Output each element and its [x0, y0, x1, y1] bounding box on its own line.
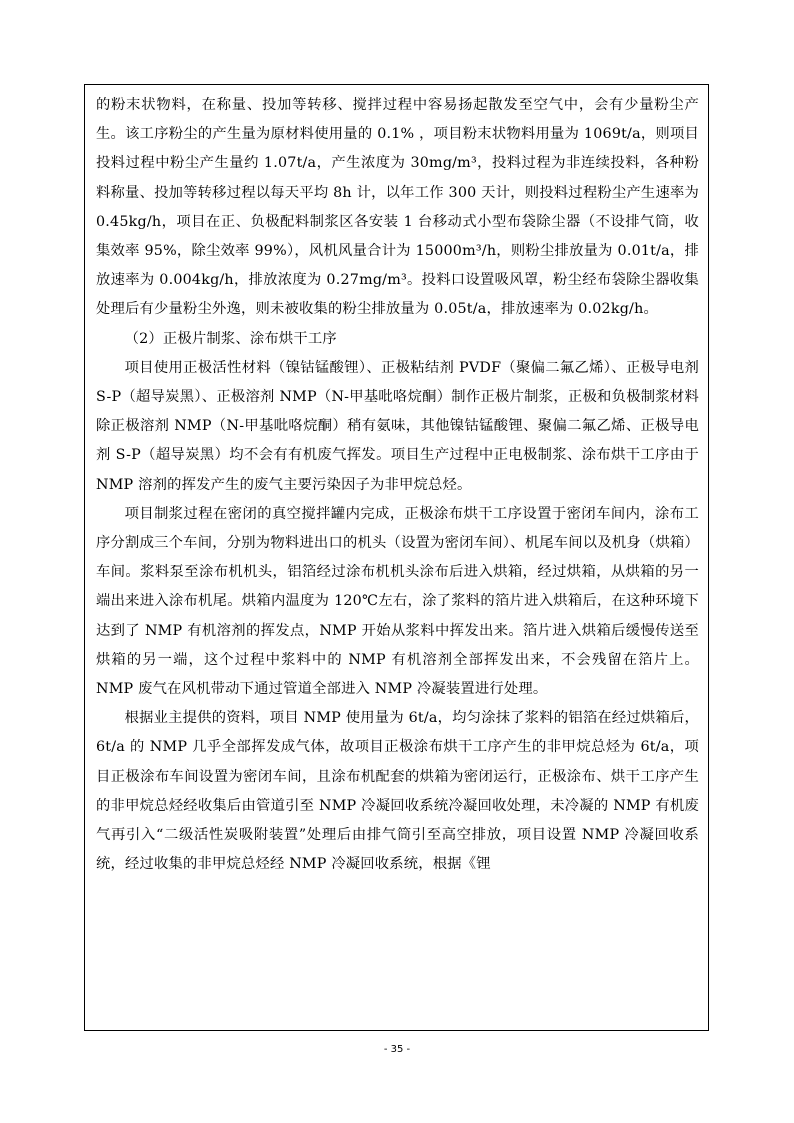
paragraph-dust-continuation: 的粉末状物料，在称量、投加等转移、搅拌过程中容易扬起散发至空气中，会有少量粉尘产生。该工序粉尘的产生量为原材料使用量的 0.1% ，项目粉末状物料用量为 1069t/a，则项目投料过程中粉尘产生量约 1.07t/a，产生浓度为 30mg/m³，投料过程为非连续投料，各种粉料称量、投加等转移过程以每天平均 8h 计，以年工作 300 天计，则投料过程粉尘产生速率为 0.45kg/h，项目在正、负极配料制浆区各安装 1 台移动式小型布袋除尘器（不设排气筒，收集效率 95%，除尘效率 99%），风机风量合计为 15000m³/h，则粉尘排放量为 0.01t/a，排放速率为 0.004kg/h，排放浓度为 0.27mg/m³。投料口设置吸风罩，粉尘经布袋除尘器收集处理后有少量粉尘外逸，则未被收集的粉尘排放量为 0.05t/a，排放速率为 0.02kg/h。 [96, 97, 699, 318]
page-number: - 35 - [383, 1044, 411, 1055]
section-heading-cathode-slurry: （2）正极片制浆、涂布烘干工序 [124, 330, 337, 347]
paragraph-nmp-usage: 根据业主提供的资料，项目 NMP 使用量为 6t/a，均匀涂抹了浆料的铝箔在经过烘箱后，6t/a 的 NMP 几乎全部挥发成气体，故项目正极涂布烘干工序产生的非甲烷总烃为 6t/a，项目正极涂布车间设置为密闭车间，且涂布机配套的烘箱为密闭运行，正极涂布、烘干工序产生的非甲烷总烃经收集后由管道引至 NMP 冷凝回收系统冷凝回收处理，未冷凝的 NMP 有机废气再引入“二级活性炭吸附装置”处理后由排气筒引至高空排放，项目设置 NMP 冷凝回收系统，经过收集的非甲烷总烃经 NMP 冷凝回收系统，根据《锂 [96, 710, 699, 873]
content-frame [84, 84, 709, 1031]
paragraph-coating-process: 项目制浆过程在密闭的真空搅拌罐内完成，正极涂布烘干工序设置于密闭车间内，涂布工序分割成三个车间，分别为物料进出口的机头（设置为密闭车间）、机尾车间以及机身（烘箱）车间。浆料泵至涂布机机头，铝箔经过涂布机机头涂布后进入烘箱，经过烘箱，从烘箱的另一端出来进入涂布机尾。烘箱内温度为 120℃左右，涂了浆料的箔片进入烘箱后，在这种环境下达到了 NMP 有机溶剂的挥发点，NMP 开始从浆料中挥发出来。箔片进入烘箱后缓慢传送至烘箱的另一端，这个过程中浆料中的 NMP 有机溶剂全部挥发出来，不会残留在箔片上。NMP 废气在风机带动下通过管道全部进入 NMP 冷凝装置进行处理。 [96, 505, 699, 698]
document-body [96, 91, 699, 879]
paragraph-cathode-materials: 项目使用正极活性材料（镍钴锰酸锂）、正极粘结剂 PVDF（聚偏二氟乙烯）、正极导电剂 S-P（超导炭黑）、正极溶剂 NMP（N-甲基吡咯烷酮）制作正极片制浆，正极和负极制浆材料除正极溶剂 NMP（N-甲基吡咯烷酮）稍有氨味，其他镍钴锰酸锂、聚偏二氟乙烯、正极导电剂 S-P（超导炭黑）均不会有有机废气挥发。项目生产过程中正电极制浆、涂布烘干工序由于 NMP 溶剂的挥发产生的废气主要污染因子为非甲烷总烃。 [96, 359, 699, 493]
